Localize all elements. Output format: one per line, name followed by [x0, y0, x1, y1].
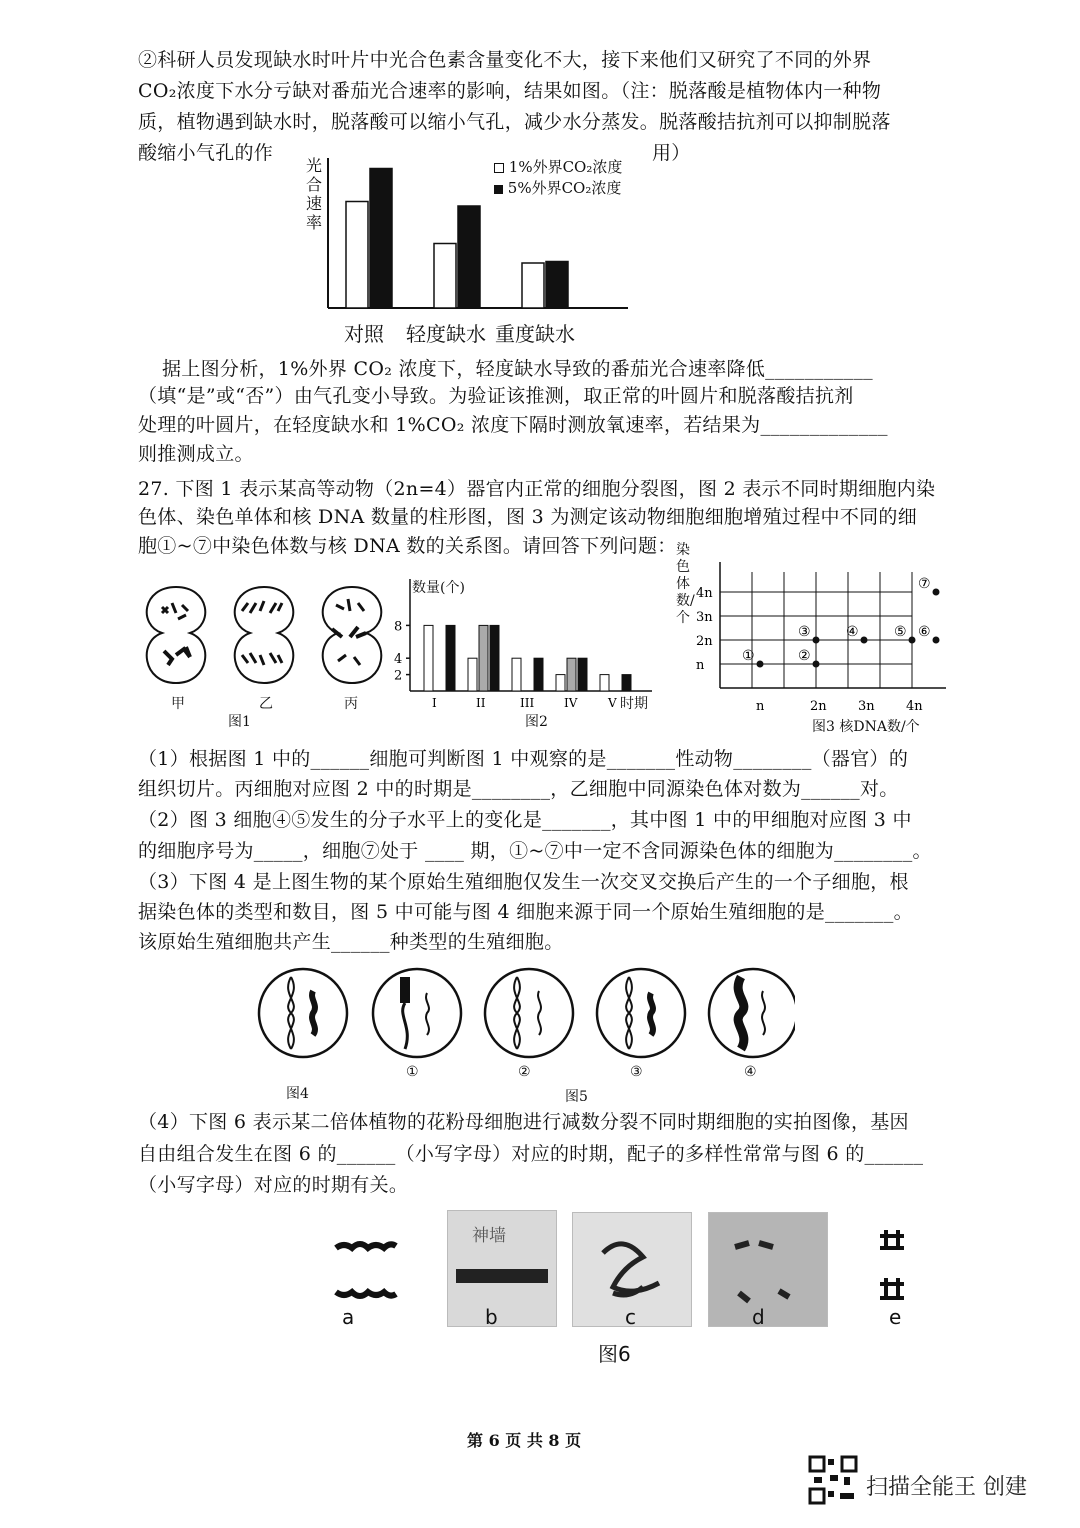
fig3-xtick-2: 2n: [810, 699, 827, 714]
fig3-caption-num: 图3: [812, 719, 835, 735]
fig3-point-label-5: ⑤: [894, 624, 907, 640]
q27-q4-line2: 自由组合发生在图 6 的______（小写字母）对应的时期，配子的多样性常常与图 6 的______: [138, 1143, 924, 1165]
legend-label-2: 5%外界CO₂浓度: [507, 179, 622, 197]
fig2-period-label-4: IV: [564, 696, 578, 710]
fig3-point-label-6: ⑥: [918, 624, 931, 640]
fig2-bar-V-1: [600, 675, 609, 691]
q26-after-3: 处理的叶圆片，在轻度缺水和 1%CO₂ 浓度下隔时测放氧速率，若结果为_____________: [138, 414, 888, 436]
fig3-point-label-4: ④: [846, 624, 859, 640]
fig2-bar-V-3: [622, 675, 631, 691]
q26-legend-2: [494, 177, 621, 198]
scanner-watermark: 扫描全能王 创建: [866, 1475, 1027, 1500]
qr-code-icon: [808, 1455, 858, 1505]
legend-swatch-white: [494, 163, 504, 173]
fig6-d-image: [708, 1212, 828, 1327]
legend-label-1: 1%外界CO₂浓度: [508, 158, 623, 176]
fig3-point-4: [861, 637, 868, 644]
fig1-cells: [132, 575, 392, 695]
fig3-point-label-3: ③: [798, 624, 811, 640]
fig2-bar-II-2: [479, 625, 488, 691]
q26-cat-3: 重度缺水: [495, 322, 575, 346]
fig6-b-image: [447, 1210, 557, 1327]
q26-bar-3-2: [546, 262, 568, 309]
q26-chart-ylabel: 光合速率: [306, 156, 323, 232]
fig2-period-label-2: II: [476, 696, 486, 710]
q27-intro-1: 27. 下图 1 表示某高等动物（2n=4）器官内正常的细胞分裂图，图 2 表示不同时期细胞内染: [138, 478, 936, 500]
fig3-ytick-1: 4n: [696, 586, 713, 601]
q26-line-4: 酸缩小气孔的作: [138, 142, 274, 164]
fig3-ytick-4: n: [696, 658, 705, 673]
fig6-label-d: d: [752, 1305, 765, 1329]
fig6-label-c: c: [625, 1305, 636, 1329]
cell-jia: [147, 587, 206, 683]
fig6-d-chromosomes: [709, 1213, 827, 1326]
fig5-cell-3: [597, 969, 685, 1057]
fig3-ytick-3: 2n: [696, 634, 713, 649]
fig2-bar-I-3: [446, 625, 455, 691]
q27-intro-2: 色体、染色单体和核 DNA 数量的柱形图，图 3 为测定该动物细胞细胞增殖过程中不同的细: [138, 506, 918, 528]
fig3-point-6: [933, 637, 940, 644]
q27-q3-line3: 该原始生殖细胞共产生______种类型的生殖细胞。: [138, 931, 564, 953]
fig3-ytick-2: 3n: [696, 610, 713, 625]
fig1-caption: 图1: [228, 714, 251, 730]
fig6-label-a: a: [342, 1305, 355, 1329]
q26-bar-3-1: [522, 263, 544, 308]
q27-q1-line1: （1）根据图 1 中的______细胞可判断图 1 中观察的是_______性动物________（器官）的: [138, 748, 909, 770]
fig3-caption: [812, 716, 920, 736]
fig2-bar-IV-2: [567, 658, 576, 691]
fig6-a-image: [330, 1230, 400, 1310]
fig4-caption: 图4: [286, 1086, 309, 1102]
q26-line-2: CO₂浓度下水分亏缺对番茄光合速率的影响，结果如图。（注：脱落酸是植物体内一种物: [138, 80, 882, 102]
q26-bar-1-1: [346, 202, 368, 309]
fig3-point-label-1: ①: [742, 648, 755, 664]
fig1-label-yi: 乙: [259, 696, 273, 712]
q27-q2-line1: （2）图 3 细胞④⑤发生的分子水平上的变化是_______，其中图 1 中的甲细胞对应图 3 中: [138, 809, 912, 831]
fig2-bar-IV-1: [556, 675, 565, 691]
fig3-xlabel: 核DNA数/个: [839, 719, 920, 735]
fig2-bar-IV-3: [578, 658, 587, 691]
fig6-b-watermark: 神墙: [472, 1226, 506, 1246]
q26-cat-2: 轻度缺水: [406, 322, 486, 346]
fig2-bar-III-3: [534, 658, 543, 691]
fig45-cells: [255, 965, 795, 1065]
q26-line-1: ②科研人员发现缺水时叶片中光合色素含量变化不大，接下来他们又研究了不同的外界: [138, 49, 872, 71]
fig3-ylabel: 染色体数/个: [676, 542, 695, 626]
fig2-period-label-3: III: [520, 696, 535, 710]
q26-bar-2-2: [458, 206, 480, 308]
fig2-xlabel: 时期: [620, 696, 648, 712]
q26-after-2: （填“是”或“否”）由气孔变小导致。为验证该推测，取正常的叶圆片和脱落酸拮抗剂: [138, 385, 854, 407]
fig3-xtick-4: 4n: [906, 699, 923, 714]
q26-after-1: 据上图分析，1%外界 CO₂ 浓度下，轻度缺水导致的番茄光合速率降低___________: [162, 358, 873, 380]
fig1-label-bing: 丙: [344, 696, 358, 712]
q26-after-4: 则推测成立。: [138, 443, 254, 465]
fig5-label-1: ①: [406, 1064, 419, 1080]
fig5-cell-1: [373, 969, 461, 1057]
q27-q2-line2: 的细胞序号为_____，细胞⑦处于 ____ 期，①~⑦中一定不含同源染色体的细胞为________。: [138, 840, 932, 862]
fig3-xtick-3: 3n: [858, 699, 875, 714]
q27-q4-line1: （4）下图 6 表示某二倍体植物的花粉母细胞进行减数分裂不同时期细胞的实拍图像，基因: [138, 1111, 909, 1133]
fig5-label-4: ④: [744, 1064, 757, 1080]
fig6-b-chromosomes: [456, 1269, 548, 1283]
fig1-label-jia: 甲: [171, 696, 185, 712]
page-number: 第 6 页 共 8 页: [467, 1431, 582, 1450]
fig2-bar-II-1: [468, 658, 477, 691]
fig3-point-label-7: ⑦: [918, 576, 931, 592]
fig6-caption: 图6: [598, 1342, 631, 1366]
fig3-point-label-2: ②: [798, 648, 811, 664]
legend-swatch-black: [494, 185, 503, 194]
fig2-ytick-label-4: 4: [394, 652, 403, 668]
fig3-point-3: [813, 637, 820, 644]
q26-bar-1-2: [370, 169, 392, 309]
fig2-ylabel: 数量(个): [412, 580, 465, 596]
fig6-label-e: e: [889, 1305, 902, 1329]
fig2-bar-II-3: [490, 625, 499, 691]
fig3-chart: [668, 540, 958, 730]
q26-line-4b: 用）: [652, 142, 691, 164]
fig2-bar-III-1: [512, 658, 521, 691]
fig2-period-label-5: V: [608, 696, 617, 710]
fig5-cell-2: [485, 969, 573, 1057]
q27-q1-line2: 组织切片。丙细胞对应图 2 中的时期是________，乙细胞中同源染色体对数为______对。: [138, 778, 899, 800]
fig5-label-2: ②: [518, 1064, 531, 1080]
fig2-ytick-label-2: 2: [394, 668, 403, 684]
fig3-point-5: [909, 637, 916, 644]
fig3-point-1: [757, 661, 764, 668]
fig3-point-2: [813, 661, 820, 668]
fig4-cell: [259, 969, 347, 1057]
fig2-period-label-1: I: [432, 696, 437, 710]
q27-q3-line2: 据染色体的类型和数目，图 5 中可能与图 4 细胞来源于同一个原始生殖细胞的是_______。: [138, 901, 913, 923]
fig5-caption: 图5: [565, 1089, 588, 1105]
fig3-point-7: [933, 589, 940, 596]
fig3-xtick-1: n: [756, 699, 765, 714]
fig2-ytick-label-8: 8: [394, 619, 403, 635]
fig6-label-b: b: [485, 1305, 498, 1329]
fig5-cell-4: [709, 969, 795, 1057]
cell-yi: [235, 587, 294, 683]
fig2-bar-I-1: [424, 625, 433, 691]
fig5-label-3: ③: [630, 1064, 643, 1080]
fig2-caption: 图2: [525, 714, 548, 730]
q26-cat-1: 对照: [344, 322, 384, 346]
fig6-e-image: [874, 1226, 914, 1316]
q27-intro-3: 胞①~⑦中染色体数与核 DNA 数的关系图。请回答下列问题：: [138, 535, 677, 557]
q26-bar-2-1: [434, 244, 456, 309]
q26-line-3: 质，植物遇到缺水时，脱落酸可以缩小气孔，减少水分蒸发。脱落酸拮抗剂可以抑制脱落: [138, 111, 891, 133]
q26-legend-1: [494, 156, 622, 177]
q27-q4-line3: （小写字母）对应的时期有关。: [138, 1174, 409, 1196]
q27-q3-line1: （3）下图 4 是上图生物的某个原始生殖细胞仅发生一次交叉交换后产生的一个子细胞，根: [138, 871, 909, 893]
